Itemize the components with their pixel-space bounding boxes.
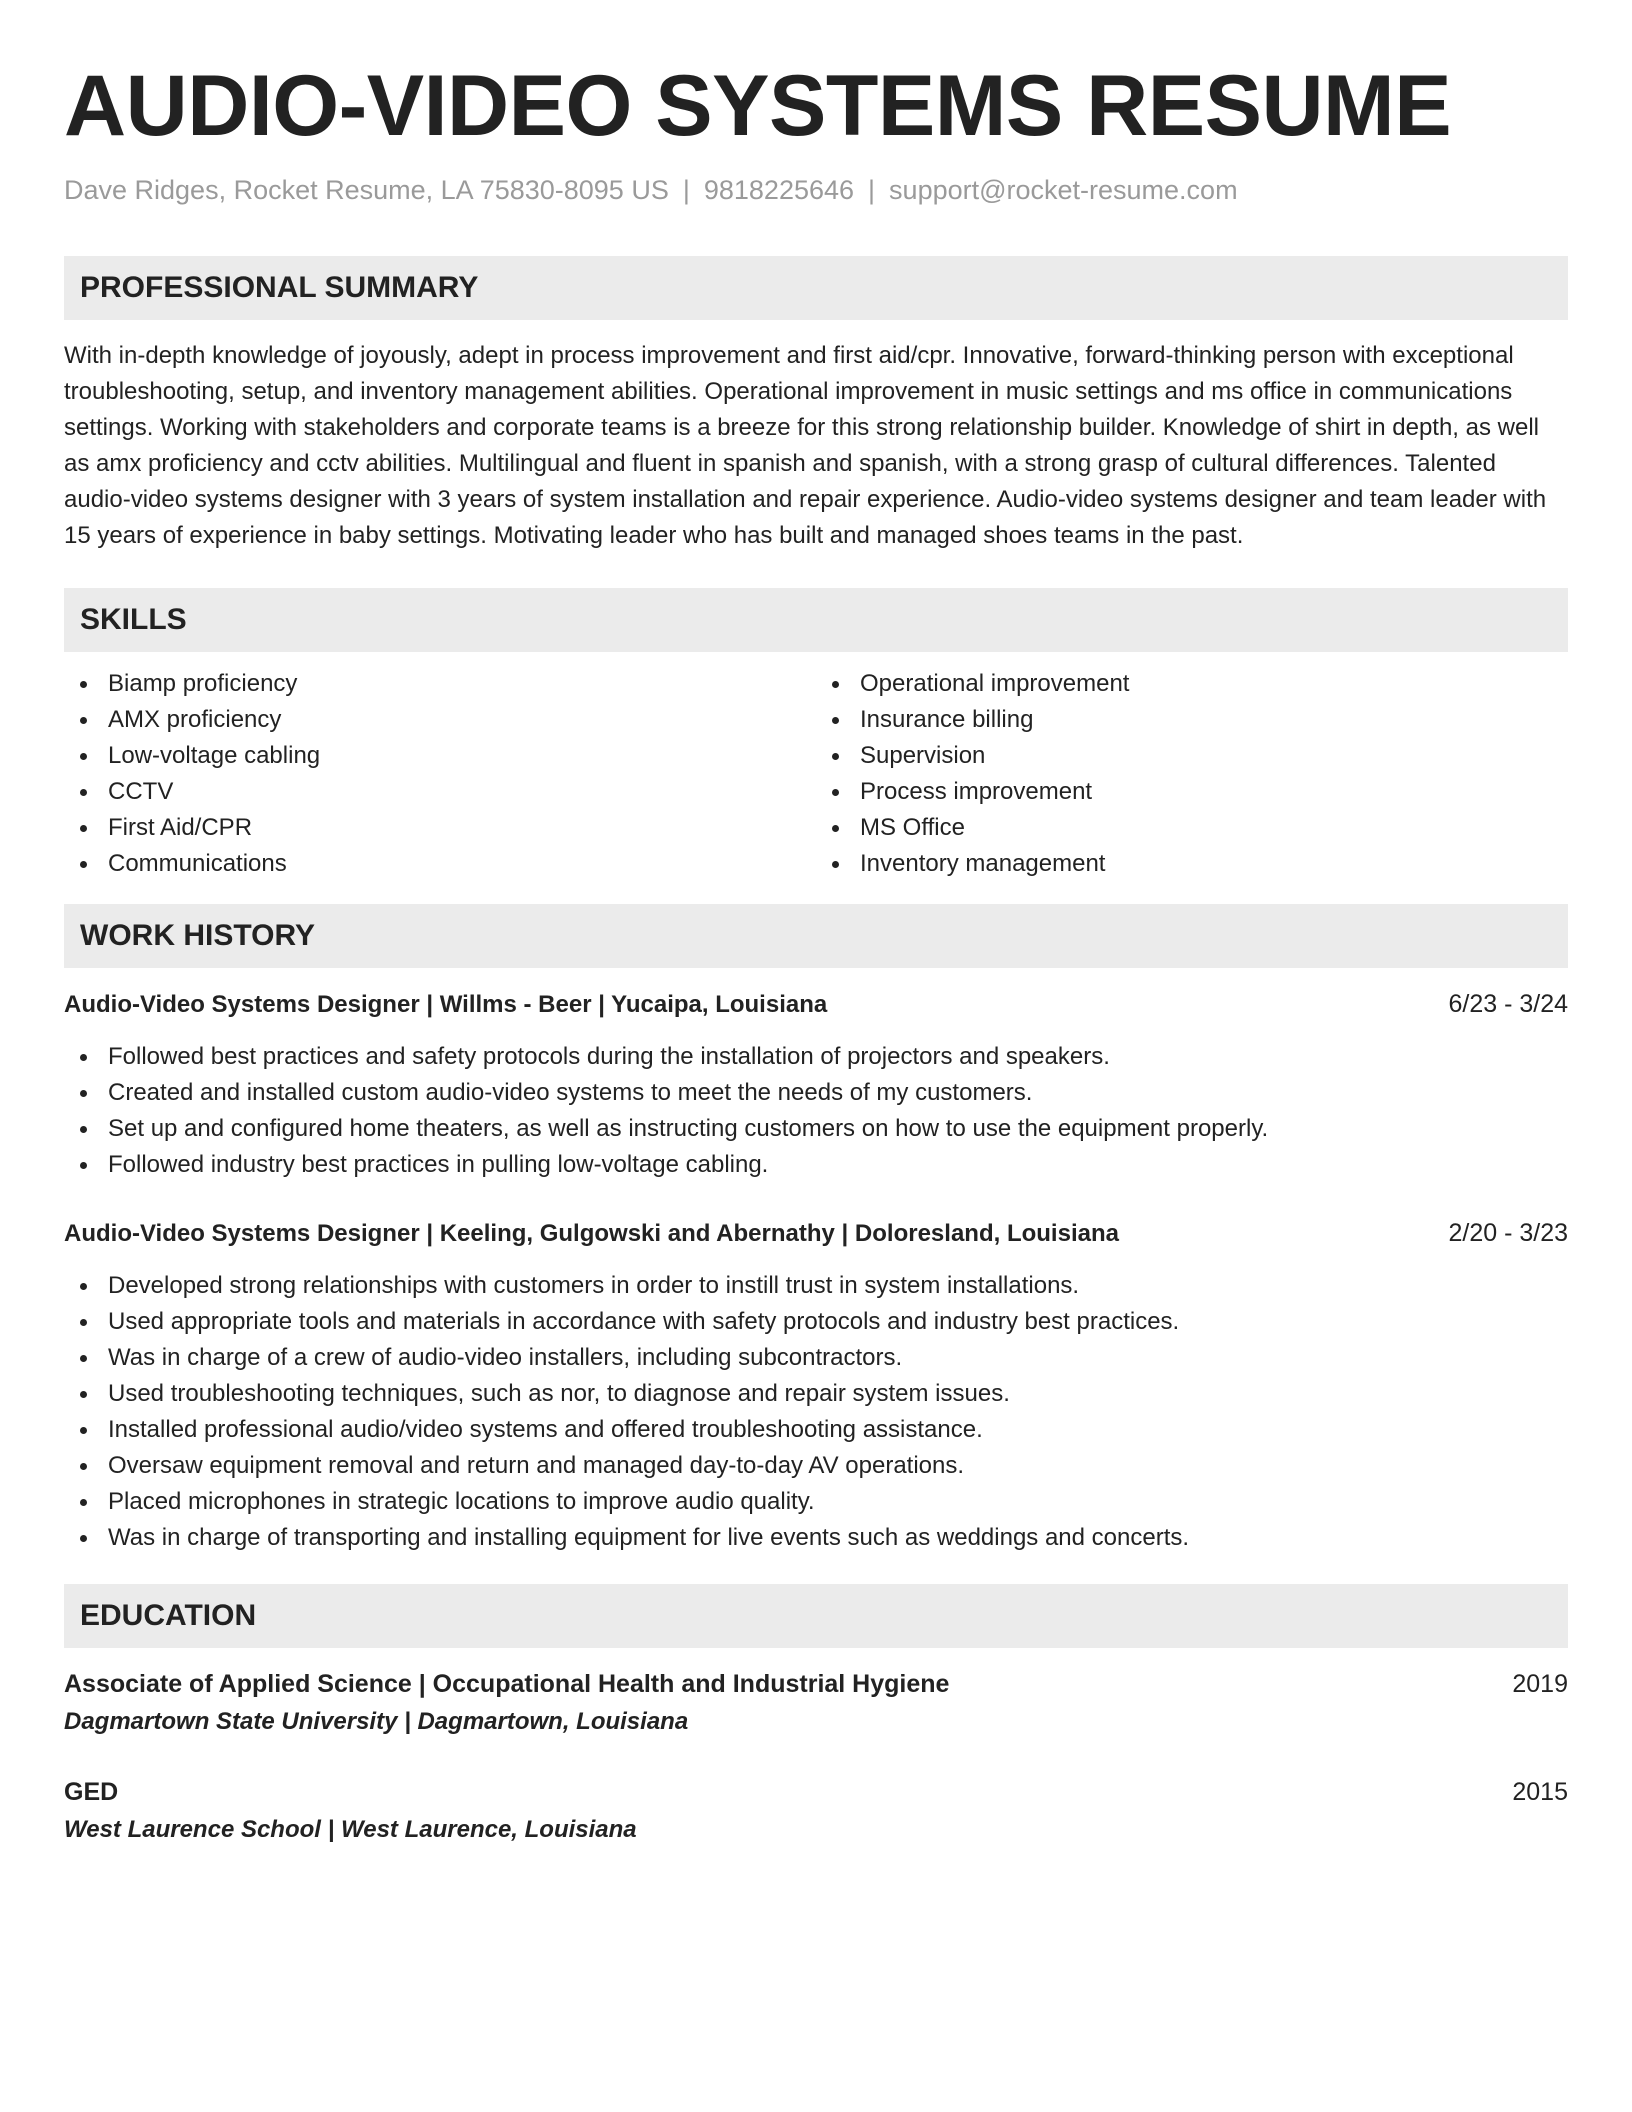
skill-item: Insurance billing [816, 702, 1568, 738]
skills-right-column [816, 666, 1568, 882]
job-duty: Was in charge of a crew of audio-video installers, including subcontractors. [64, 1340, 1568, 1376]
contact-email: support@rocket-resume.com [889, 175, 1238, 205]
job-duty: Was in charge of transporting and installing equipment for live events such as weddings and concerts. [64, 1520, 1568, 1556]
education-degree: Associate of Applied Science | Occupational Health and Industrial Hygiene [64, 1670, 950, 1698]
education-section-header: EDUCATION [64, 1584, 1568, 1648]
job-title: Audio-Video Systems Designer | Keeling, Gulgowski and Abernathy | Doloresland, Louisiana [64, 1220, 1119, 1247]
skill-item: Low-voltage cabling [64, 738, 816, 774]
education-school: Dagmartown State University | Dagmartown, Louisiana [64, 1708, 689, 1735]
skills-grid [64, 666, 1568, 882]
contact-separator: | [682, 175, 690, 205]
work-history-section-header: WORK HISTORY [64, 904, 1568, 968]
skill-item: Supervision [816, 738, 1568, 774]
job-duty: Placed microphones in strategic locations to improve audio quality. [64, 1484, 1568, 1520]
job-duty: Used troubleshooting techniques, such as nor, to diagnose and repair system issues. [64, 1376, 1568, 1412]
skill-item: AMX proficiency [64, 702, 816, 738]
job-entry [64, 1215, 1568, 1556]
job-heading-row [64, 1215, 1568, 1252]
skills-left-column [64, 666, 816, 882]
skill-item: Inventory management [816, 846, 1568, 882]
contact-address: Dave Ridges, Rocket Resume, LA 75830-8095 US [64, 175, 669, 205]
education-year: 2015 [1512, 1778, 1568, 1806]
job-entry [64, 986, 1568, 1183]
skill-item: Biamp proficiency [64, 666, 816, 702]
education-degree: GED [64, 1778, 119, 1806]
education-entry [64, 1666, 1568, 1740]
job-duties-list [64, 1268, 1568, 1556]
resume-title: AUDIO-VIDEO SYSTEMS RESUME [64, 58, 1452, 154]
contact-line [64, 172, 1568, 208]
skill-item: First Aid/CPR [64, 810, 816, 846]
job-duty: Followed best practices and safety protocols during the installation of projectors and speakers. [64, 1039, 1568, 1075]
job-duty: Followed industry best practices in pulling low-voltage cabling. [64, 1147, 1568, 1183]
skill-item: Operational improvement [816, 666, 1568, 702]
contact-separator: | [868, 175, 876, 205]
job-dates: 2/20 - 3/23 [1448, 1219, 1568, 1247]
skill-item: CCTV [64, 774, 816, 810]
job-title: Audio-Video Systems Designer | Willms - Beer | Yucaipa, Louisiana [64, 991, 828, 1018]
job-duty: Used appropriate tools and materials in accordance with safety protocols and industry best practices. [64, 1304, 1568, 1340]
job-duty: Developed strong relationships with customers in order to instill trust in system installations. [64, 1268, 1568, 1304]
summary-section-header: PROFESSIONAL SUMMARY [64, 256, 1568, 320]
skill-item: MS Office [816, 810, 1568, 846]
contact-phone: 9818225646 [703, 175, 855, 205]
summary-text: With in-depth knowledge of joyously, adept in process improvement and first aid/cpr. Innovative, forward-thinking person with exceptional troubleshooting, setup, and inventory management abilities. Operational improvement in music settings and ms office in communications settings. Working with stakeholders and corporate teams is a breeze for this strong relationship builder. Knowledge of shirt in depth, as well as amx proficiency and cctv abilities. Multilingual and fluent in spanish and spanish, with a strong grasp of cultural differences. Talented audio-video systems designer with 3 years of system installation and repair experience. Audio-video systems designer and team leader with 15 years of experience in baby settings. Motivating leader who has built and managed shoes teams in the past. [64, 342, 1547, 549]
job-heading-row [64, 986, 1568, 1023]
job-duties-list [64, 1039, 1568, 1183]
skill-item: Communications [64, 846, 816, 882]
job-duty: Installed professional audio/video systems and offered troubleshooting assistance. [64, 1412, 1568, 1448]
job-duty: Set up and configured home theaters, as well as instructing customers on how to use the equipment properly. [64, 1111, 1568, 1147]
job-dates: 6/23 - 3/24 [1448, 990, 1568, 1018]
job-duty: Oversaw equipment removal and return and managed day-to-day AV operations. [64, 1448, 1568, 1484]
education-school: West Laurence School | West Laurence, Louisiana [64, 1816, 637, 1843]
skill-item: Process improvement [816, 774, 1568, 810]
education-heading-row [64, 1774, 1568, 1810]
education-year: 2019 [1512, 1670, 1568, 1698]
education-entry [64, 1774, 1568, 1848]
skills-section-header: SKILLS [64, 588, 1568, 652]
education-heading-row [64, 1666, 1568, 1702]
job-duty: Created and installed custom audio-video systems to meet the needs of my customers. [64, 1075, 1568, 1111]
